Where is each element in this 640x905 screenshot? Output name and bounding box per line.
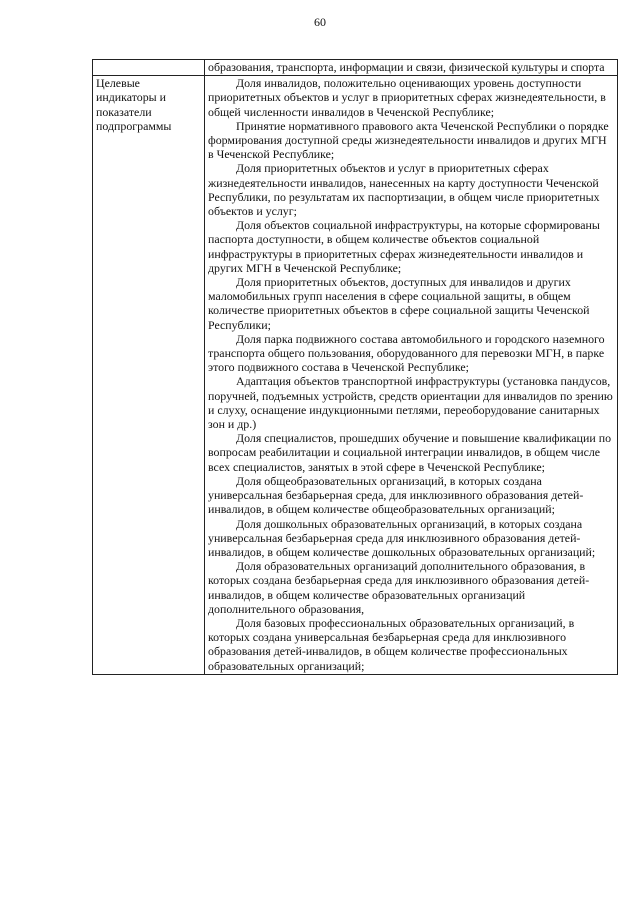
indicator-paragraph: Адаптация объектов транспортной инфраструктуры (установка пандусов, поручней, подъемных устройств, средств ориентации для инвалидов по зрению и слуху, оснащение индукционными петлями, переоборудование санитарных зон и др.)	[208, 374, 613, 432]
indicator-paragraph: Доля приоритетных объектов, доступных для инвалидов и других маломобильных групп населения в сфере социальной защиты, в общем количестве приоритетных объектов в сфере социальной защиты Чеченской Республики;	[208, 275, 590, 332]
indicator-paragraph: Доля приоритетных объектов и услуг в приоритетных сферах жизнедеятельности инвалидов, нанесенных на карту доступности Чеченской Республики, по результатам их паспортизации, в общем числе приоритетных объектов и услуг;	[208, 161, 600, 219]
indicators-cell	[205, 76, 618, 675]
row-label-cell	[93, 76, 205, 675]
indicator-paragraph: Доля объектов социальной инфраструктуры, на которые сформированы паспорта доступности, в общем количестве объектов социальной инфраструктуры в приоритетных сферах жизнедеятельности инвалидов и других МГН в Чеченской Республике;	[208, 218, 600, 275]
content-cell-continuation	[205, 60, 618, 76]
indicator-paragraph: Доля общеобразовательных организаций, в которых создана универсальная безбарьерная среда, для инклюзивного образования детей-инвалидов, в общем количестве общеобразовательных организаций;	[208, 473, 584, 517]
passport-table	[92, 59, 618, 675]
page-number: 60	[314, 15, 326, 29]
row-label-line: Целевые	[96, 76, 140, 91]
indicator-paragraph: Принятие нормативного правового акта Чеченской Республики о порядке формирования доступной среды жизнедеятельности инвалидов и других МГН в Чеченской Республике;	[208, 118, 609, 162]
label-cell-empty	[93, 60, 205, 76]
indicator-paragraph: Доля парка подвижного состава автомобильного и городского наземного транспорта общего пользования, оборудованного для перевозки МГН, в парке этого подвижного состава в Чеченской Республике;	[208, 331, 605, 375]
indicator-paragraph: Доля специалистов, прошедших обучение и повышение квалификации по вопросам реабилитации и социальной интеграции инвалидов, в общем числе всех специалистов, занятых в этой сфере в Чеченской Республике;	[208, 431, 612, 474]
indicator-paragraph: Доля инвалидов, положительно оценивающих уровень доступности приоритетных объектов и услуг в приоритетных сферах жизнедеятельности, в общей численности инвалидов в Чеченской Республике;	[208, 76, 606, 119]
row-label-line: показатели	[96, 104, 152, 119]
row-label-line: индикаторы и	[96, 90, 166, 105]
continuation-text: образования, транспорта, информации и связи, физической культуры и спорта	[208, 60, 605, 74]
table-row-continuation	[93, 60, 618, 76]
table-row-indicators	[93, 76, 618, 675]
indicator-paragraph: Доля дошкольных образовательных организаций, в которых создана универсальная безбарьерная среда для инклюзивного образования детей-инвалидов, в общем количестве дошкольных образовательных организаций;	[208, 516, 596, 559]
indicator-paragraph: Доля образовательных организаций дополнительного образования, в которых создана безбарьерная среда для инклюзивного образования детей-инвалидов, в общем количестве образовательных организаций дополнительного образования,	[208, 559, 590, 616]
indicator-paragraph: Доля базовых профессиональных образовательных организаций, в которых создана универсальная безбарьерная среда для инклюзивного образования детей-инвалидов, в общем количестве профессиональных образовательных организаций;	[208, 615, 575, 673]
row-label-line: подпрограммы	[96, 118, 172, 133]
